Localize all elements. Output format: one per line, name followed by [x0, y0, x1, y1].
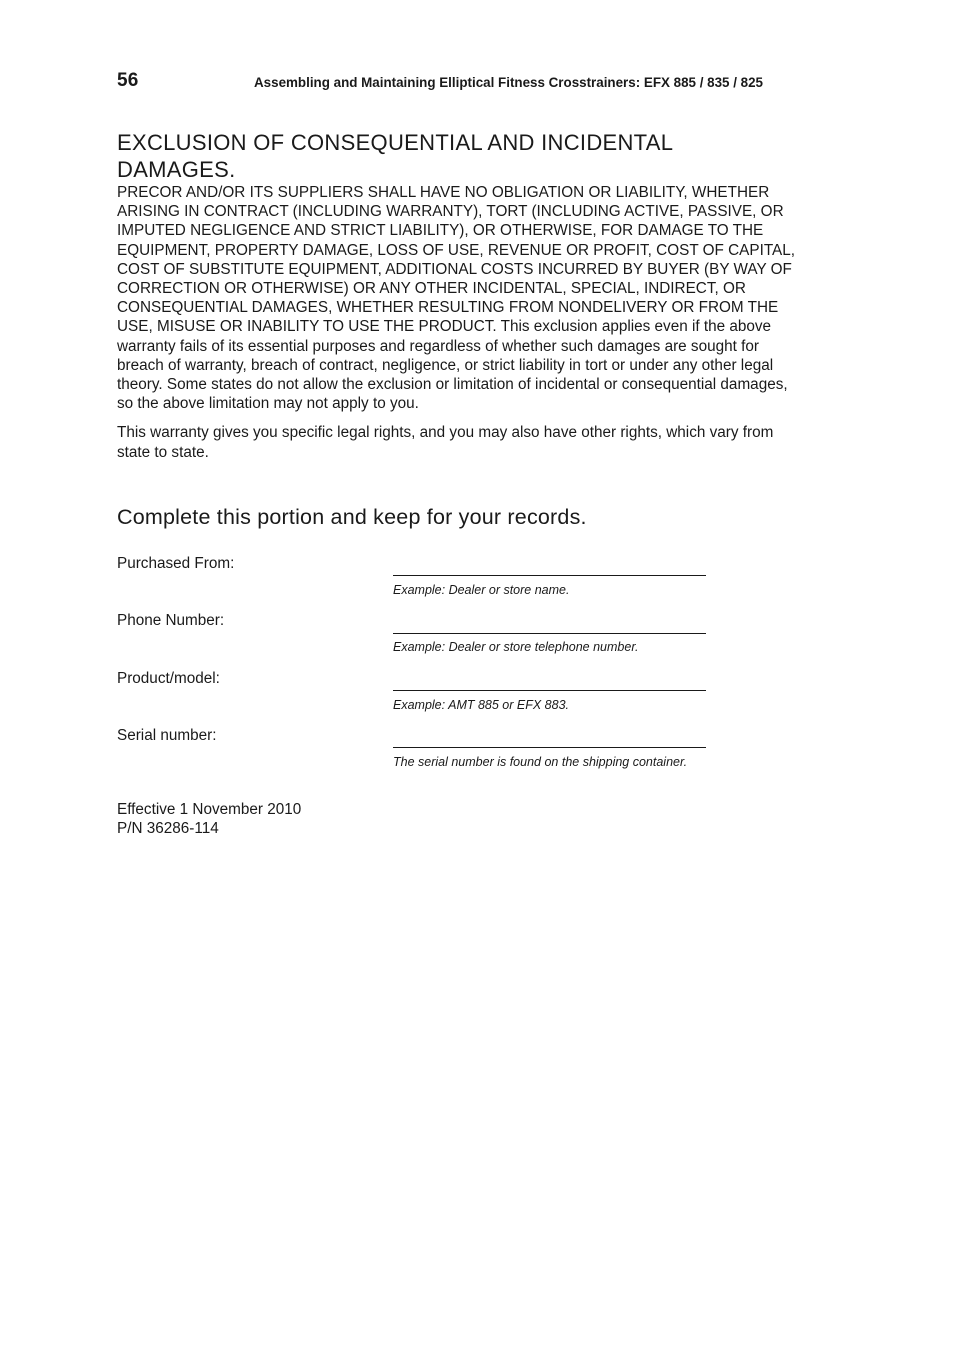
product-model-label: Product/model:: [117, 670, 220, 687]
product-model-example: Example: AMT 885 or EFX 883.: [393, 698, 570, 712]
running-header: Assembling and Maintaining Elliptical Fitness Crosstrainers: EFX 885 / 835 / 825: [254, 75, 764, 90]
serial-number-label: Serial number:: [117, 727, 217, 744]
serial-number-line[interactable]: [393, 747, 706, 748]
serial-number-example: The serial number is found on the shipping container.: [393, 755, 688, 769]
phone-number-line[interactable]: [393, 633, 706, 634]
effective-date: Effective 1 November 2010: [117, 801, 302, 818]
exclusion-heading: EXCLUSION OF CONSEQUENTIAL AND INCIDENTAL DAMAGES.: [117, 130, 673, 182]
records-heading: Complete this portion and keep for your records.: [117, 505, 587, 529]
purchased-from-example: Example: Dealer or store name.: [393, 583, 570, 597]
purchased-from-line[interactable]: [393, 575, 706, 576]
exclusion-paragraph: PRECOR AND/OR ITS SUPPLIERS SHALL HAVE NO OBLIGATION OR LIABILITY, WHETHER ARISING IN CONTRACT (INCLUDING WARRANTY), TORT (INCLUDING ACTIVE, PASSIVE, OR IMPUTED NEGLIGENCE AND STRICT LIABILITY), OR OTHERWISE, FOR DAMAGE TO THE EQUIPMENT, PROPERTY DAMAGE, LOSS OF USE, REVENUE OR PROFIT, COST OF CAPITAL, COST OF SUBSTITUTE EQUIPMENT, ADDITIONAL COSTS INCURRED BY BUYER (BY WAY OF CORRECTION OR OTHERWISE) OR ANY OTHER INCIDENTAL, SPECIAL, INDIRECT, OR CONSEQUENTIAL DAMAGES, WHETHER RESULTING FROM NONDELIVERY OR FROM THE USE, MISUSE OR INABILITY TO USE THE PRODUCT. This exclusion applies even if the above warranty fails of its essential purposes and regardless of whether such damages are sought for breach of warranty, breach of contract, negligence, or strict liability in tort or under any other legal theory. Some states do not allow the exclusion or limitation of incidental or consequential damages, so the above limitation may not apply to you.: [117, 184, 796, 413]
part-number: P/N 36286-114: [117, 820, 219, 837]
purchased-from-label: Purchased From:: [117, 555, 235, 572]
phone-number-label: Phone Number:: [117, 612, 225, 629]
phone-number-example: Example: Dealer or store telephone number.: [393, 640, 639, 654]
page-number: 56: [117, 70, 139, 91]
product-model-line[interactable]: [393, 690, 706, 691]
exclusion-section: [117, 129, 797, 462]
warranty-rights-paragraph: This warranty gives you specific legal rights, and you may also have other rights, which vary from state to state.: [117, 424, 774, 461]
